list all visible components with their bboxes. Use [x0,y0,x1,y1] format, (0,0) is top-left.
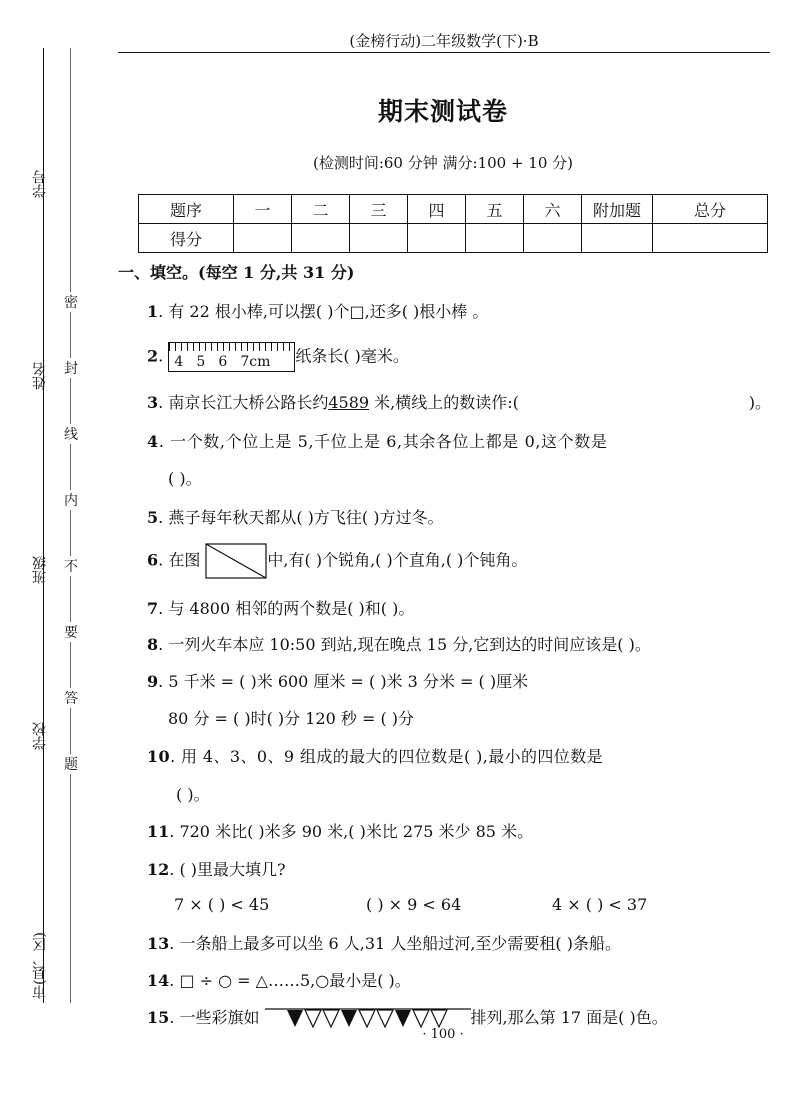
question-text: . 用 4、3、0、9 组成的最大的四位数是( ),最小的四位数是 [170,747,603,766]
score-cell[interactable] [234,224,292,253]
score-table-header: 二 [292,195,350,224]
question-text: . 燕子每年秋天都从( )方飞往( )方过冬。 [158,508,444,527]
question-number: 14 [147,971,170,990]
ruler-ticks [169,343,294,351]
ruler-number: 4 [174,354,184,370]
question-number: 9 [147,672,159,691]
score-table-header: 总分 [653,195,768,224]
question-number: 13 [147,934,170,953]
side-field-school: 学校 [32,722,48,750]
score-table-row [139,224,768,253]
question-13 [147,931,621,954]
side-field-student-id: 学号 [32,170,48,198]
question-12 [147,857,286,880]
underlined-number: 4589 [328,393,370,412]
binding-line-dashed [70,48,71,1003]
question-4-continuation: ( )。 [168,469,202,488]
question-10-continuation: ( )。 [176,785,210,804]
score-table-header: 五 [466,195,524,224]
page-title: 期末测试卷 [377,97,508,126]
seal-char: 封 [63,358,79,378]
question-8 [147,632,651,655]
question-text: . 一列火车本应 10:50 到站,现在晚点 15 分,它到达的时间应该是( )。 [158,635,651,654]
side-field-class: 班级 [32,556,48,584]
question-number: 15 [147,1008,170,1027]
question-text: . 与 4800 相邻的两个数是( )和( )。 [158,599,415,618]
question-12-item: ( ) × 9 < 64 [366,895,462,914]
ruler-numbers [174,354,280,370]
question-number: 6 [147,550,159,570]
question-14 [147,968,411,991]
question-9 [147,669,528,692]
side-field-district: 市(县、区) [32,932,48,999]
question-text: . 一条船上最多可以坐 6 人,31 人坐船过河,至少需要租( )条船。 [169,934,621,953]
question-text: . □ ÷ ○ = △……5,○最小是( )。 [169,971,411,990]
score-cell[interactable] [292,224,350,253]
score-cell[interactable] [582,224,653,253]
question-7 [147,596,414,619]
question-1 [147,299,488,322]
question-text: . 720 米比( )米多 90 米,( )米比 275 米少 85 米。 [169,822,534,841]
question-text: 中,有( )个锐角,( )个直角,( )个钝角。 [267,550,528,570]
seal-char: 答 [63,688,79,708]
question-5 [147,505,443,528]
question-text: 纸条长( )毫米。 [295,346,409,366]
score-cell[interactable] [524,224,582,253]
question-number: 4 [147,432,159,451]
ruler-number: 6 [218,354,228,370]
seal-char: 密 [63,292,79,312]
question-text: . 有 22 根小棒,可以摆( )个□,还多( )根小棒 。 [158,302,489,321]
question-text: . [158,346,164,366]
score-table-header: 题序 [139,195,234,224]
score-row-label: 得分 [139,224,234,253]
question-2 [147,342,409,372]
question-text: 排列,那么第 17 面是( )色。 [470,1008,668,1027]
seal-char: 内 [63,490,79,510]
question-12-item: 4 × ( ) < 37 [552,895,648,914]
question-number: 7 [147,599,159,618]
question-text: . 南京长江大桥公路长约 [158,393,329,412]
question-number: 2 [147,346,159,366]
score-table-header: 六 [524,195,582,224]
score-cell[interactable] [350,224,408,253]
page-number: · 100 · [422,1027,464,1042]
score-cell[interactable] [408,224,466,253]
question-text: . ( )里最大填几? [169,860,286,879]
question-number: 5 [147,508,159,527]
score-cell[interactable] [653,224,768,253]
side-field-name: 姓名 [32,362,48,390]
header-rule [118,52,770,53]
question-number: 11 [147,822,170,841]
question-4 [147,429,607,452]
question-text: . 在图 [158,550,201,570]
question-number: 3 [147,393,159,412]
score-cell[interactable] [466,224,524,253]
ruler-number: 5 [196,354,206,370]
seal-char: 要 [63,622,79,642]
running-header: (金榜行动)二年级数学(下)·B [349,32,539,50]
score-table [138,194,768,253]
question-10 [147,744,603,767]
section-heading: 一、填空。(每空 1 分,共 31 分) [118,263,355,282]
question-number: 12 [147,860,170,879]
ruler-figure [168,342,295,372]
question-number: 1 [147,302,159,321]
seal-char: 题 [63,754,79,774]
score-table-header: 附加题 [582,195,653,224]
question-number: 8 [147,635,159,654]
question-text: . 一个数,个位上是 5,千位上是 6,其余各位上都是 0,这个数是 [158,432,608,451]
ruler-number: 7cm [240,354,271,370]
score-table-header: 四 [408,195,466,224]
question-number: 10 [147,747,171,766]
exam-info: (检测时间:60 分钟 满分:100 + 10 分) [312,154,574,172]
score-table-header-row [139,195,768,224]
rectangle-with-diagonal-figure [205,543,267,579]
question-text: 米,横线上的数读作:( [369,393,519,412]
seal-char: 线 [63,424,79,444]
question-text: . 5 千米 = ( )米 600 厘米 = ( )米 3 分米 = ( )厘米 [158,672,529,691]
question-9-continuation: 80 分 = ( )时( )分 120 秒 = ( )分 [168,709,415,728]
question-3 [147,390,771,413]
question-6 [147,543,527,579]
question-11 [147,819,533,842]
score-table-header: 三 [350,195,408,224]
score-table-header: 一 [234,195,292,224]
question-12-item: 7 × ( ) < 45 [174,895,270,914]
question-text: . 一些彩旗如 [169,1008,260,1027]
answer-blank-end: )。 [748,393,771,412]
seal-char: 不 [63,556,79,576]
